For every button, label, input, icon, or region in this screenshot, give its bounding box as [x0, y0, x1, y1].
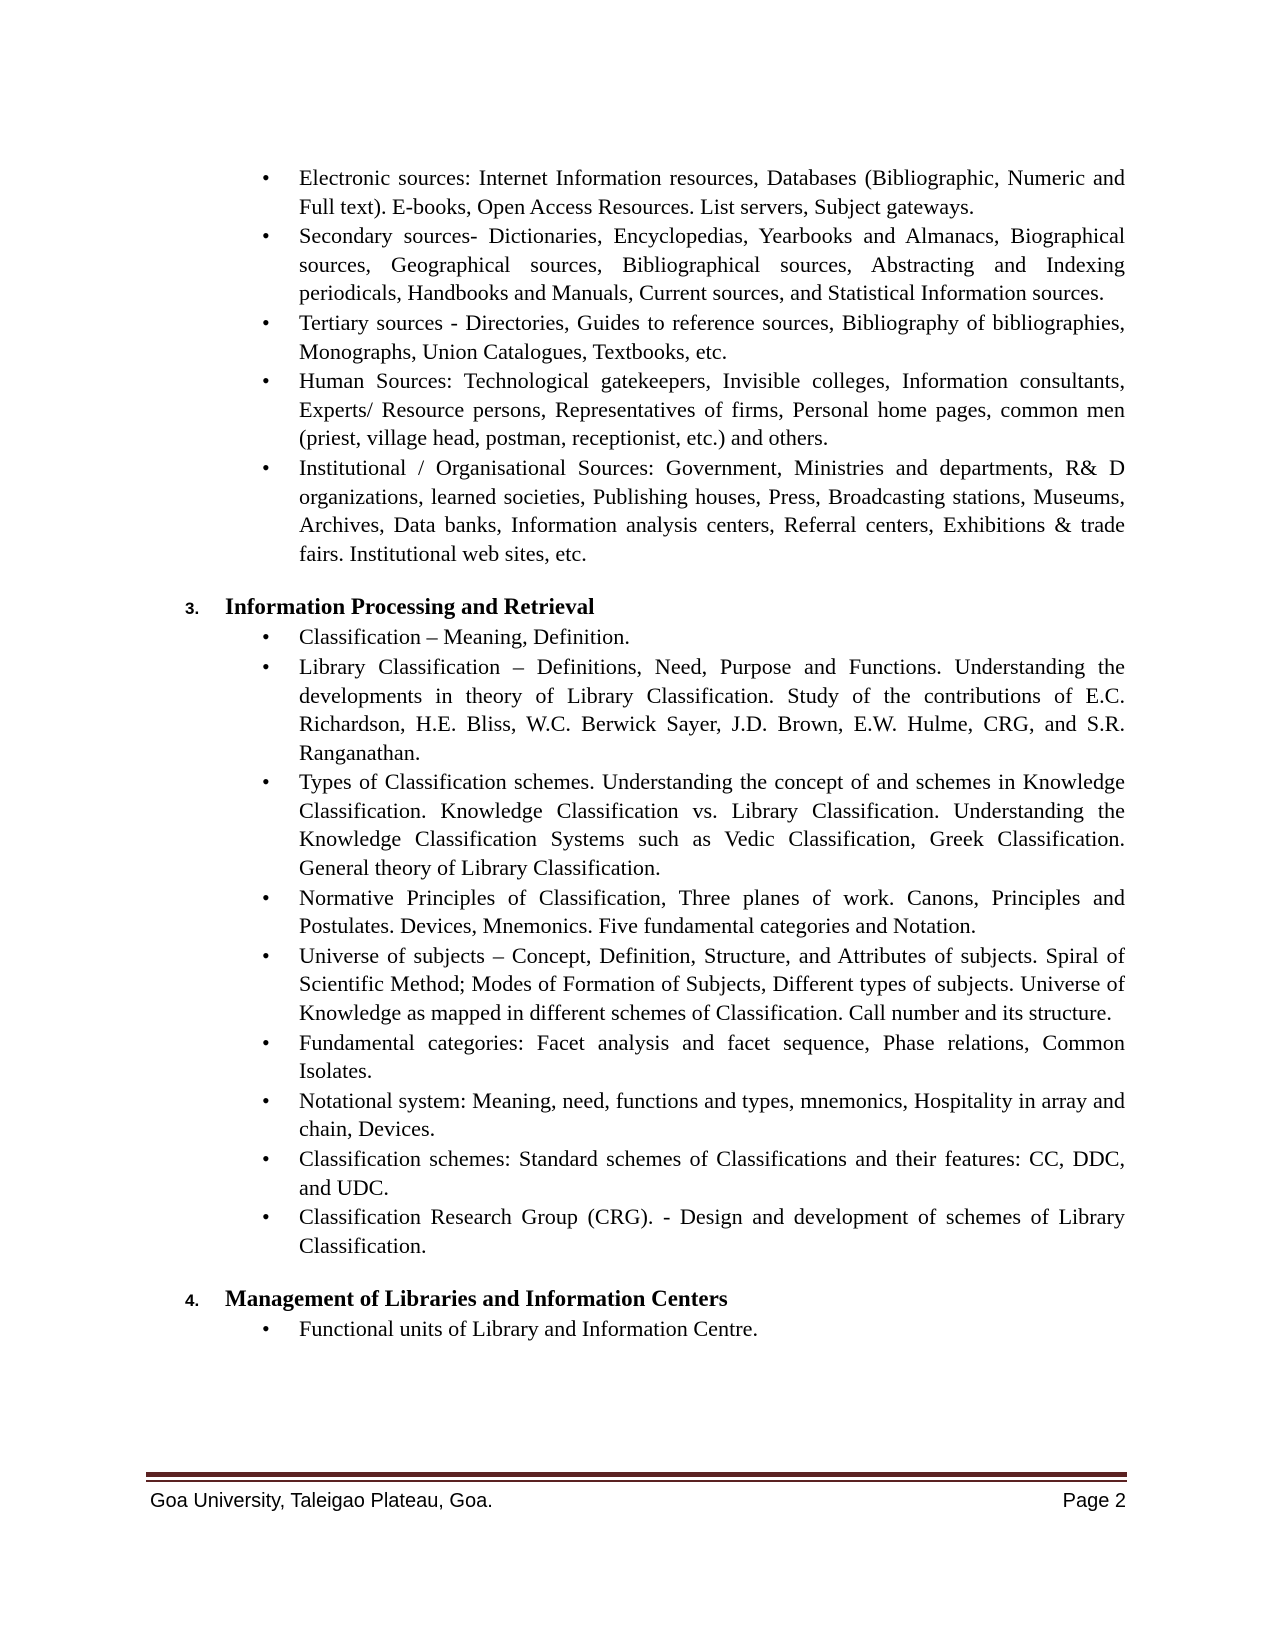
list-item: • Secondary sources- Dictionaries, Encyclopedias, Yearbooks and Almanacs, Biographical sources, Geographical sources, Bibliographical sources, Abstracting and Indexing periodicals, Handbooks and Manuals, Current sources, and Statistical Information sources. [299, 222, 1125, 308]
section-number: 4. [185, 1291, 200, 1311]
list-item: • Notational system: Meaning, need, functions and types, mnemonics, Hospitality in array and chain, Devices. [299, 1087, 1125, 1144]
section-4-heading [185, 1286, 1125, 1312]
list-item: • Institutional / Organisational Sources: Government, Ministries and departments, R& D organizations, learned societies, Publishing houses, Press, Broadcasting stations, Museums, Archives, Data banks, Information analysis centers, Referral centers, Exhibitions & trade fairs. Institutional web sites, etc. [299, 454, 1125, 568]
list-item: • Human Sources: Technological gatekeepers, Invisible colleges, Information consultants, Experts/ Resource persons, Representatives of firms, Personal home pages, common men (priest, village head, postman, receptionist, etc.) and others. [299, 367, 1125, 453]
section-title: Management of Libraries and Information Centers [225, 1286, 728, 1312]
page-footer [150, 1490, 1126, 1513]
list-item: • Fundamental categories: Facet analysis and facet sequence, Phase relations, Common Isolates. [299, 1029, 1125, 1086]
footer-rule [146, 1472, 1127, 1477]
intro-list [185, 164, 1125, 568]
section-4-list [185, 1315, 1125, 1344]
footer-institution: Goa University, Taleigao Plateau, Goa. [150, 1490, 493, 1512]
section-title: Information Processing and Retrieval [225, 594, 595, 620]
list-item: • Types of Classification schemes. Understanding the concept of and schemes in Knowledge Classification. Knowledge Classification vs. Library Classification. Understanding the Knowledge Classification Systems such as Vedic Classification, Greek Classification. General theory of Library Classification. [299, 768, 1125, 882]
list-item: • Classification – Meaning, Definition. [299, 623, 1125, 652]
section-3-heading [185, 594, 1125, 620]
document-body [185, 164, 1125, 1345]
list-item: • Functional units of Library and Information Centre. [299, 1315, 1125, 1344]
section-3-list [185, 623, 1125, 1260]
list-item: • Normative Principles of Classification, Three planes of work. Canons, Principles and Postulates. Devices, Mnemonics. Five fundamental categories and Notation. [299, 884, 1125, 941]
section-number: 3. [185, 599, 200, 619]
list-item: • Classification Research Group (CRG). - Design and development of schemes of Library Classification. [299, 1203, 1125, 1260]
list-item: • Tertiary sources - Directories, Guides to reference sources, Bibliography of bibliographies, Monographs, Union Catalogues, Textbooks, etc. [299, 309, 1125, 366]
list-item: • Universe of subjects – Concept, Definition, Structure, and Attributes of subjects. Spiral of Scientific Method; Modes of Formation of Subjects, Different types of subjects. Universe of Knowledge as mapped in different schemes of Classification. Call number and its structure. [299, 942, 1125, 1028]
list-item: • Library Classification – Definitions, Need, Purpose and Functions. Understanding the developments in theory of Library Classification. Study of the contributions of E.C. Richardson, H.E. Bliss, W.C. Berwick Sayer, J.D. Brown, E.W. Hulme, CRG, and S.R. Ranganathan. [299, 653, 1125, 767]
footer-rule-thin [146, 1480, 1127, 1482]
list-item: • Classification schemes: Standard schemes of Classifications and their features: CC, DDC, and UDC. [299, 1145, 1125, 1202]
list-item: • Electronic sources: Internet Information resources, Databases (Bibliographic, Numeric and Full text). E-books, Open Access Resources. List servers, Subject gateways. [299, 164, 1125, 221]
page-number: Page 2 [1062, 1490, 1126, 1512]
